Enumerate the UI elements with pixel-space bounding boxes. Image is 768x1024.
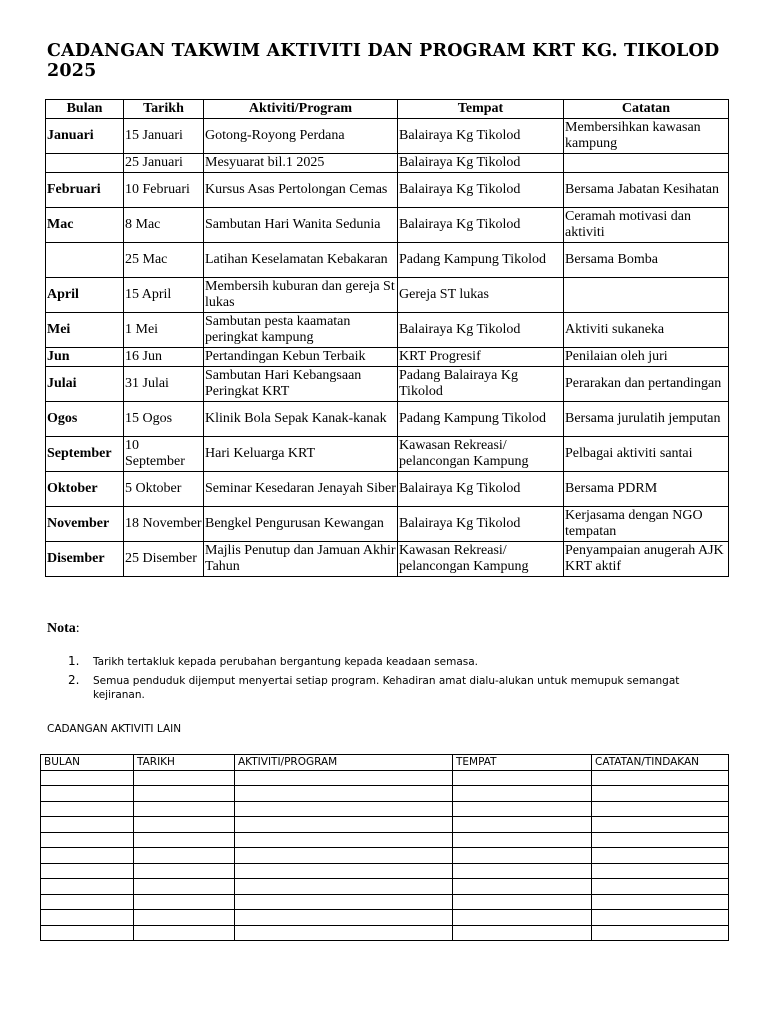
cell-tempat: Balairaya Kg Tikolod [398, 507, 564, 542]
empty-cell [134, 879, 235, 895]
empty-cell [134, 894, 235, 910]
cell-catatan: Bersama Bomba [564, 243, 729, 278]
empty-cell [41, 848, 134, 864]
empty-row [41, 894, 729, 910]
empty-cell [592, 786, 729, 802]
empty-cell [235, 925, 453, 941]
takwim-row [46, 472, 729, 507]
empty-cell [41, 879, 134, 895]
cell-aktiviti: Pertandingan Kebun Terbaik [204, 348, 398, 367]
cell-tarikh: 16 Jun [124, 348, 204, 367]
takwim-row [46, 278, 729, 313]
cell-tarikh: 25 Mac [124, 243, 204, 278]
aktiviti-lain-table [40, 754, 729, 941]
empty-cell [235, 848, 453, 864]
empty-row [41, 863, 729, 879]
cell-tempat: Balairaya Kg Tikolod [398, 208, 564, 243]
header-tempat: Tempat [398, 100, 564, 119]
cell-catatan: Bersama Jabatan Kesihatan [564, 173, 729, 208]
empty-cell [134, 832, 235, 848]
cell-bulan: November [46, 507, 124, 542]
empty-cell [453, 817, 592, 833]
lain-header-tarikh: TARIKH [134, 755, 235, 771]
empty-cell [235, 910, 453, 926]
cell-bulan: Jun [46, 348, 124, 367]
empty-cell [41, 894, 134, 910]
empty-row [41, 832, 729, 848]
cell-aktiviti: Seminar Kesedaran Jenayah Siber [204, 472, 398, 507]
cell-bulan: Disember [46, 542, 124, 577]
empty-cell [235, 801, 453, 817]
cell-catatan [564, 278, 729, 313]
empty-cell [453, 848, 592, 864]
empty-cell [134, 770, 235, 786]
empty-cell [134, 848, 235, 864]
empty-cell [592, 817, 729, 833]
cell-tempat: Kawasan Rekreasi/ pelancongan Kampung [398, 437, 564, 472]
cell-tarikh: 25 Disember [124, 542, 204, 577]
cell-bulan: Oktober [46, 472, 124, 507]
cell-tempat: Balairaya Kg Tikolod [398, 313, 564, 348]
cell-bulan: Februari [46, 173, 124, 208]
cell-tarikh: 10 September [124, 437, 204, 472]
lain-header-bulan: BULAN [41, 755, 134, 771]
takwim-row [46, 208, 729, 243]
cell-bulan: Januari [46, 119, 124, 154]
cell-tarikh: 15 April [124, 278, 204, 313]
empty-cell [453, 786, 592, 802]
empty-cell [453, 894, 592, 910]
cell-bulan: Julai [46, 367, 124, 402]
cell-tarikh: 18 November [124, 507, 204, 542]
takwim-row [46, 367, 729, 402]
empty-cell [134, 786, 235, 802]
lain-header-aktiviti: AKTIVITI/PROGRAM [235, 755, 453, 771]
nota-list [68, 655, 708, 707]
empty-cell [235, 894, 453, 910]
takwim-row [46, 173, 729, 208]
cell-tempat: Balairaya Kg Tikolod [398, 154, 564, 173]
cell-aktiviti: Membersih kuburan dan gereja St lukas [204, 278, 398, 313]
empty-row [41, 801, 729, 817]
empty-cell [453, 770, 592, 786]
empty-cell [235, 770, 453, 786]
empty-cell [592, 925, 729, 941]
empty-row [41, 770, 729, 786]
cell-aktiviti: Bengkel Pengurusan Kewangan [204, 507, 398, 542]
header-bulan: Bulan [46, 100, 124, 119]
empty-cell [453, 863, 592, 879]
cell-catatan: Pelbagai aktiviti santai [564, 437, 729, 472]
takwim-row [46, 243, 729, 278]
cell-catatan: Aktiviti sukaneka [564, 313, 729, 348]
cell-catatan: Penyampaian anugerah AJK KRT aktif [564, 542, 729, 577]
empty-cell [453, 910, 592, 926]
cell-tarikh: 25 Januari [124, 154, 204, 173]
empty-cell [453, 801, 592, 817]
empty-cell [453, 832, 592, 848]
cell-aktiviti: Majlis Penutup dan Jamuan Akhir Tahun [204, 542, 398, 577]
takwim-row [46, 542, 729, 577]
empty-cell [41, 863, 134, 879]
empty-cell [235, 786, 453, 802]
cell-aktiviti: Klinik Bola Sepak Kanak-kanak [204, 402, 398, 437]
empty-cell [41, 801, 134, 817]
header-catatan: Catatan [564, 100, 729, 119]
cell-tarikh: 10 Februari [124, 173, 204, 208]
empty-cell [592, 910, 729, 926]
cell-tarikh: 1 Mei [124, 313, 204, 348]
empty-cell [41, 817, 134, 833]
cell-catatan: Membersihkan kawasan kampung [564, 119, 729, 154]
cell-tarikh: 31 Julai [124, 367, 204, 402]
cell-bulan [46, 154, 124, 173]
cell-tempat: Balairaya Kg Tikolod [398, 472, 564, 507]
cell-aktiviti: Sambutan Hari Kebangsaan Peringkat KRT [204, 367, 398, 402]
cell-tempat: Kawasan Rekreasi/ pelancongan Kampung [398, 542, 564, 577]
empty-cell [453, 925, 592, 941]
empty-cell [592, 832, 729, 848]
cell-aktiviti: Kursus Asas Pertolongan Cemas [204, 173, 398, 208]
empty-cell [41, 770, 134, 786]
aktiviti-lain-title: CADANGAN AKTIVITI LAIN [47, 723, 182, 735]
takwim-table [45, 99, 729, 577]
cell-tarikh: 15 Ogos [124, 402, 204, 437]
empty-cell [453, 879, 592, 895]
cell-bulan [46, 243, 124, 278]
cell-catatan: Kerjasama dengan NGO tempatan [564, 507, 729, 542]
cell-tempat: Gereja ST lukas [398, 278, 564, 313]
cell-bulan: Mei [46, 313, 124, 348]
nota-item: 1. Tarikh tertakluk kepada perubahan bergantung kepada keadaan semasa. [68, 654, 479, 668]
cell-catatan: Penilaian oleh juri [564, 348, 729, 367]
takwim-row [46, 507, 729, 542]
empty-cell [134, 863, 235, 879]
cell-tarikh: 8 Mac [124, 208, 204, 243]
cell-catatan: Ceramah motivasi dan aktiviti [564, 208, 729, 243]
takwim-row [46, 348, 729, 367]
nota-item: 2. Semua penduduk dijemput menyertai setiap program. Kehadiran amat dialu-alukan untuk memupuk semangat kejiranan. [68, 673, 680, 701]
takwim-row [46, 313, 729, 348]
cell-aktiviti: Latihan Keselamatan Kebakaran [204, 243, 398, 278]
empty-row [41, 910, 729, 926]
lain-header-tempat: TEMPAT [453, 755, 592, 771]
cell-bulan: Mac [46, 208, 124, 243]
empty-cell [592, 770, 729, 786]
cell-aktiviti: Mesyuarat bil.1 2025 [204, 154, 398, 173]
takwim-row [46, 402, 729, 437]
takwim-row [46, 119, 729, 154]
empty-cell [235, 832, 453, 848]
empty-cell [41, 925, 134, 941]
cell-catatan: Bersama PDRM [564, 472, 729, 507]
cell-aktiviti: Hari Keluarga KRT [204, 437, 398, 472]
empty-cell [235, 863, 453, 879]
cell-bulan: Ogos [46, 402, 124, 437]
cell-tarikh: 5 Oktober [124, 472, 204, 507]
cell-tempat: KRT Progresif [398, 348, 564, 367]
cell-tempat: Balairaya Kg Tikolod [398, 119, 564, 154]
takwim-row [46, 437, 729, 472]
empty-cell [41, 786, 134, 802]
cell-tempat: Balairaya Kg Tikolod [398, 173, 564, 208]
empty-cell [134, 910, 235, 926]
cell-tempat: Padang Balairaya Kg Tikolod [398, 367, 564, 402]
empty-row [41, 817, 729, 833]
cell-tarikh: 15 Januari [124, 119, 204, 154]
empty-cell [134, 925, 235, 941]
empty-cell [592, 801, 729, 817]
empty-cell [592, 863, 729, 879]
takwim-row [46, 154, 729, 173]
cell-tempat: Padang Kampung Tikolod [398, 243, 564, 278]
cell-tempat: Padang Kampung Tikolod [398, 402, 564, 437]
cell-aktiviti: Sambutan pesta kaamatan peringkat kampung [204, 313, 398, 348]
cell-bulan: September [46, 437, 124, 472]
empty-row [41, 786, 729, 802]
empty-cell [134, 817, 235, 833]
header-tarikh: Tarikh [124, 100, 204, 119]
empty-row [41, 879, 729, 895]
empty-row [41, 848, 729, 864]
empty-cell [592, 894, 729, 910]
cell-aktiviti: Gotong-Royong Perdana [204, 119, 398, 154]
empty-cell [134, 801, 235, 817]
page-title: CADANGAN TAKWIM AKTIVITI DAN PROGRAM KRT KG. TIKOLOD 2025 [47, 41, 720, 81]
cell-catatan: Perarakan dan pertandingan [564, 367, 729, 402]
empty-cell [592, 848, 729, 864]
cell-catatan [564, 154, 729, 173]
empty-cell [592, 879, 729, 895]
empty-cell [235, 817, 453, 833]
aktiviti-lain-header-row [41, 755, 729, 771]
takwim-header-row [46, 100, 729, 119]
header-aktiviti: Aktiviti/Program [204, 100, 398, 119]
nota-label: Nota: [47, 621, 80, 636]
lain-header-catatan: CATATAN/TINDAKAN [592, 755, 729, 771]
empty-cell [41, 910, 134, 926]
empty-cell [41, 832, 134, 848]
empty-row [41, 925, 729, 941]
cell-aktiviti: Sambutan Hari Wanita Sedunia [204, 208, 398, 243]
cell-catatan: Bersama jurulatih jemputan [564, 402, 729, 437]
empty-cell [235, 879, 453, 895]
cell-bulan: April [46, 278, 124, 313]
